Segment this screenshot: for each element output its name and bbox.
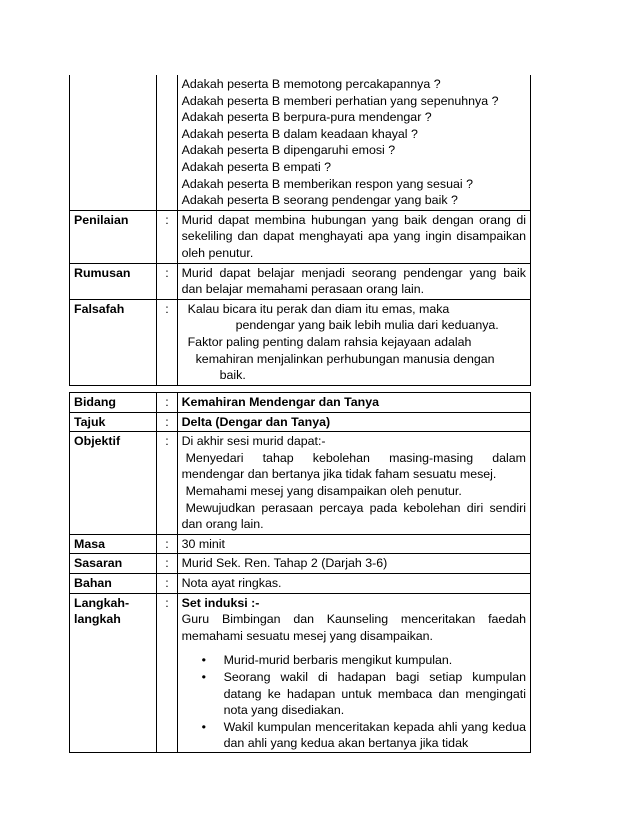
question-item: Adakah peserta B memberi perhatian yang sepenuhnya ? (181, 93, 499, 108)
masa-value: 30 minit (177, 534, 530, 554)
tajuk-label: Tajuk (70, 412, 157, 432)
penilaian-row (70, 210, 531, 263)
empty-colon-cell (157, 75, 177, 210)
tajuk-row (70, 412, 531, 432)
objektif-intro: Di akhir sesi murid dapat:- (181, 434, 326, 449)
bidang-value: Kemahiran Mendengar dan Tanya (177, 393, 530, 413)
bahan-value: Nota ayat ringkas. (177, 573, 530, 593)
objektif-item: Mewujudkan perasaan percaya pada kebolehan diri sendiri dan orang lain. (181, 500, 526, 532)
bullet-icon: • (201, 719, 206, 734)
list-item-text: Murid-murid berbaris mengikut kumpulan. (223, 653, 453, 668)
bullet-icon: • (201, 669, 206, 684)
rumusan-row (70, 263, 531, 299)
objektif-label: Objektif (70, 432, 157, 535)
colon: : (157, 554, 177, 574)
question-item: Adakah peserta B empati ? (181, 159, 332, 174)
colon: : (157, 412, 177, 432)
sasaran-row (70, 554, 531, 574)
colon: : (157, 432, 177, 535)
bullet-icon: • (201, 653, 206, 668)
colon: : (157, 593, 177, 752)
objektif-row (70, 432, 531, 535)
falsafah-line: pendengar yang baik lebih mulia dari keduanya. (235, 318, 499, 333)
lesson-table-continued (69, 75, 531, 386)
falsafah-label: Falsafah (70, 299, 157, 385)
step-list (182, 652, 526, 752)
colon: : (157, 210, 177, 263)
question-item: Adakah peserta B memberikan respon yang sesuai ? (181, 176, 473, 191)
tajuk-value: Delta (Dengar dan Tanya) (177, 412, 530, 432)
objektif-item: Memahami mesej yang disampaikan oleh penutur. (185, 483, 462, 498)
langkah-label: Langkah-langkah (70, 593, 157, 752)
langkah-cell (177, 593, 530, 752)
objektif-item: Menyedari tahap kebolehan masing-masing dalam mendengar dan bertanya jika tidak faham sesuatu mesej. (181, 450, 526, 482)
falsafah-text (177, 299, 530, 385)
colon: : (157, 393, 177, 413)
colon: : (157, 573, 177, 593)
falsafah-line: kemahiran menjalinkan perhubungan manusia dengan (195, 351, 495, 366)
list-item-text: Wakil kumpulan menceritakan kepada ahli yang kedua dan ahli yang kedua akan bertanya jika tidak (223, 719, 526, 751)
sasaran-label: Sasaran (70, 554, 157, 574)
rumusan-label: Rumusan (70, 263, 157, 299)
sasaran-value: Murid Sek. Ren. Tahap 2 (Darjah 3-6) (177, 554, 530, 574)
falsafah-line: Faktor paling penting dalam rahsia kejayaan adalah (187, 334, 472, 349)
masa-label: Masa (70, 534, 157, 554)
question-item: Adakah peserta B dipengaruhi emosi ? (181, 143, 396, 158)
set-induksi-title: Set induksi :- (181, 595, 260, 610)
set-induksi-text: Guru Bimbingan dan Kaunseling menceritakan faedah memahami sesuatu mesej yang disampaikan. (181, 612, 526, 643)
list-item (201, 719, 526, 752)
penilaian-text: Murid dapat membina hubungan yang baik dengan orang di sekeliling dan dapat menghayati apa yang ingin disampaikan oleh penutur. (177, 210, 530, 263)
list-item (201, 652, 526, 669)
questions-cell (177, 75, 530, 210)
empty-label-cell (70, 75, 157, 210)
langkah-row (70, 593, 531, 752)
bidang-label: Bidang (70, 393, 157, 413)
falsafah-line: Kalau bicara itu perak dan diam itu emas, maka (187, 301, 450, 316)
colon: : (157, 263, 177, 299)
lesson-table (69, 392, 531, 753)
falsafah-row (70, 299, 531, 385)
question-item: Adakah peserta B seorang pendengar yang baik ? (181, 193, 458, 208)
falsafah-line: baik. (219, 368, 246, 383)
objektif-cell (177, 432, 530, 535)
question-item: Adakah peserta B memotong percakapannya ? (181, 77, 441, 91)
rumusan-text: Murid dapat belajar menjadi seorang pendengar yang baik dan belajar memahami perasaan orang lain. (177, 263, 530, 299)
colon: : (157, 534, 177, 554)
bidang-row (70, 393, 531, 413)
colon: : (157, 299, 177, 385)
masa-row (70, 534, 531, 554)
list-item (201, 669, 526, 719)
list-item-text: Seorang wakil di hadapan bagi setiap kumpulan datang ke hadapan untuk membaca dan mengingati nota yang disediakan. (223, 669, 526, 718)
questions-row (70, 75, 531, 210)
question-item: Adakah peserta B berpura-pura mendengar ? (181, 110, 432, 125)
bahan-row (70, 573, 531, 593)
penilaian-label: Penilaian (70, 210, 157, 263)
question-item: Adakah peserta B dalam keadaan khayal ? (181, 126, 418, 141)
bahan-label: Bahan (70, 573, 157, 593)
